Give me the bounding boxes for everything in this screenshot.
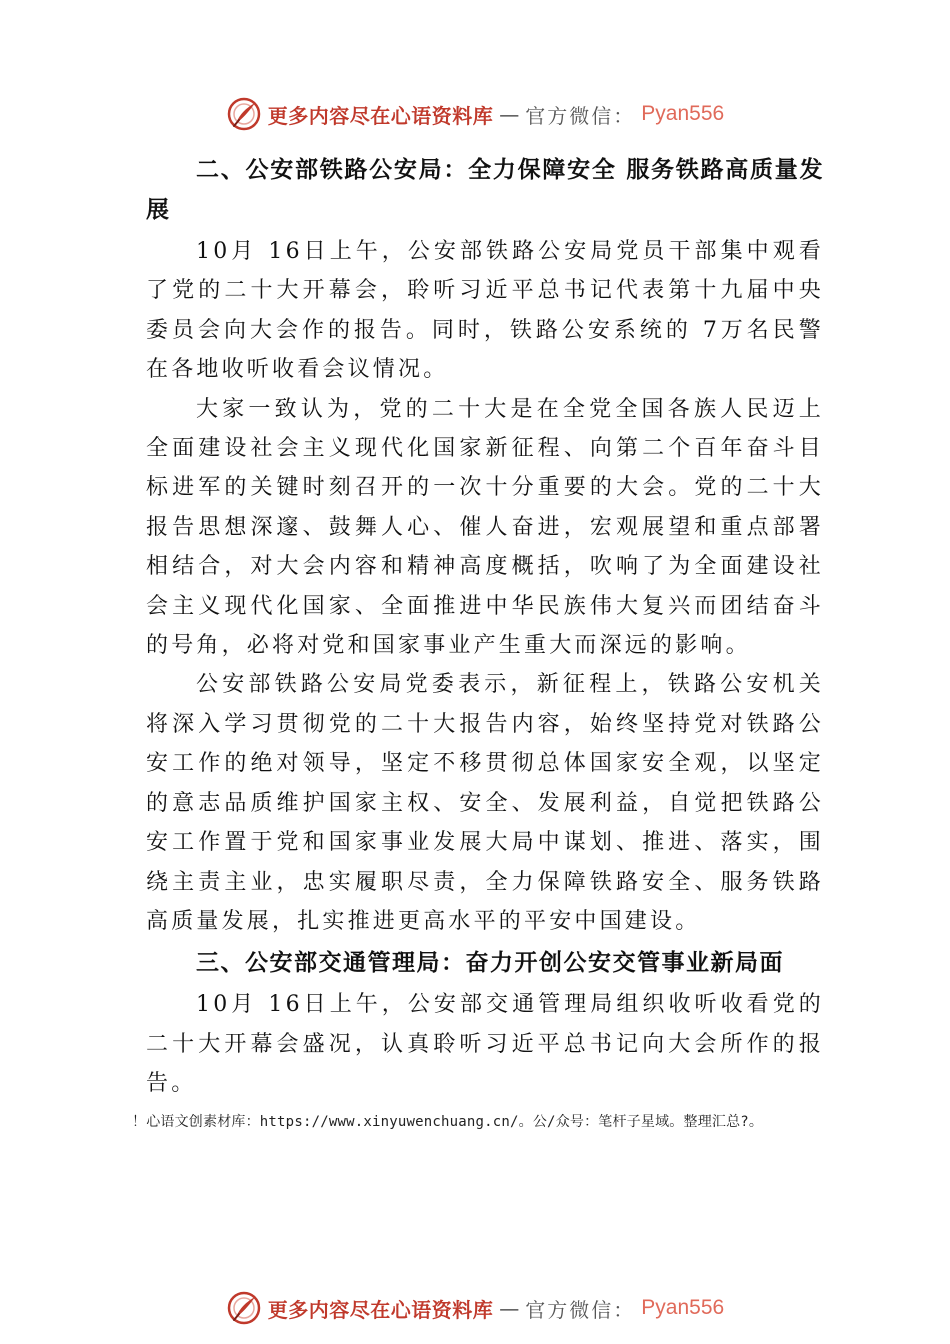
section-heading-2: 二、公安部铁路公安局：全力保障安全 服务铁路高质量发展 [146,157,824,223]
watermark-dash: — [499,1296,520,1320]
article-body [146,150,824,1104]
watermark-id: Pyan556 [641,1296,725,1319]
feather-pen-icon [226,96,262,132]
watermark-label: 官方微信： [525,1297,636,1322]
watermark-id: Pyan556 [641,102,725,125]
header-watermark [0,94,950,134]
watermark-brand: 更多内容尽在心语资料库 [267,1297,494,1322]
footer-watermark [0,1288,950,1328]
section-heading-3: 三、公安部交通管理局：奋力开创公安交管事业新局面 [196,950,784,977]
paragraph-1: 10月 16日上午，公安部铁路公安局党员干部集中观看了党的二十大开幕会，聆听习近平总书记代表第十九届中央委员会向大会作的报告。同时，铁路公安系统的 7万名民警在各地收听收看会议情况。 [146,239,824,383]
paragraph-4: 10月 16日上午，公安部交通管理局组织收听收看党的二十大开幕会盛况，认真聆听习近平总书记向大会所作的报告。 [146,992,824,1097]
paragraph-3: 公安部铁路公安局党委表示，新征程上，铁路公安机关将深入学习贯彻党的二十大报告内容，始终坚持党对铁路公安工作的绝对领导，坚定不移贯彻总体国家安全观，以坚定的意志品质维护国家主权、安全、发展利益，自觉把铁路公安工作置于党和国家事业发展大局中谋划、推进、落实，围绕主责主业，忠实履职尽责，全力保障铁路安全、服务铁路高质量发展，扎实推进更高水平的平安中国建设。 [146,672,824,934]
watermark-dash: — [499,102,520,126]
feather-pen-icon [226,1290,262,1326]
paragraph-2: 大家一致认为，党的二十大是在全党全国各族人民迈上全面建设社会主义现代化国家新征程、向第二个百年奋斗目标进军的关键时刻召开的一次十分重要的大会。党的二十大报告思想深邃、鼓舞人心、催人奋进，宏观展望和重点部署相结合，对大会内容和精神高度概括，吹响了为全面建设社会主义现代化国家、全面推进中华民族伟大复兴而团结奋斗的号角，必将对党和国家事业产生重大而深远的影响。 [146,396,824,659]
source-note: ！心语文创素材库：https://www.xinyuwenchuang.cn/。公/众号：笔杆子星域。整理汇总?。 [132,1114,764,1130]
watermark-brand: 更多内容尽在心语资料库 [267,103,494,128]
watermark-label: 官方微信： [525,103,636,128]
